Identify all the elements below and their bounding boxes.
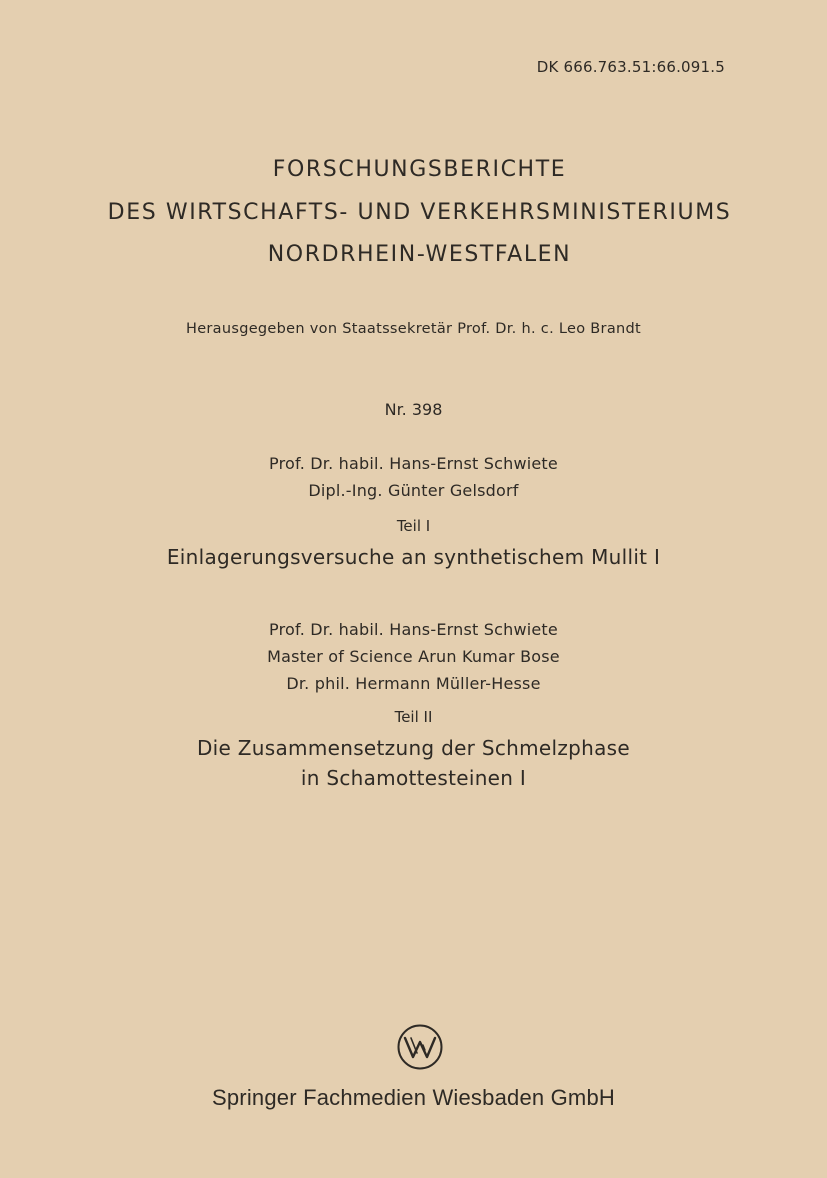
publisher-name: Springer Fachmedien Wiesbaden GmbH: [212, 1085, 615, 1110]
part2-title-line-2: in Schamottesteinen I: [300, 766, 527, 790]
part2-author-1: Prof. Dr. habil. Hans-Ernst Schwiete: [269, 620, 558, 639]
springer-logo-icon: [396, 1023, 444, 1071]
dk-classification: DK 666.763.51:66.091.5: [536, 58, 725, 76]
part1-label: Teil I: [396, 517, 431, 535]
editor-line: Herausgegeben von Staatssekretär Prof. Dr. h. c. Leo Brandt: [185, 321, 641, 337]
report-number: Nr. 398: [384, 400, 443, 419]
part1-title: Einlagerungsversuche an synthetischem Mullit I: [166, 545, 661, 569]
part2-title-line-1: Die Zusammensetzung der Schmelzphase: [196, 736, 631, 760]
part1-author-1: Prof. Dr. habil. Hans-Ernst Schwiete: [269, 454, 558, 473]
part2-author-2: Master of Science Arun Kumar Bose: [267, 647, 560, 666]
part2-label: Teil II: [394, 708, 433, 726]
series-title-line-2: DES WIRTSCHAFTS- UND VERKEHRSMINISTERIUMS: [107, 200, 732, 225]
series-title-line-3: NORDRHEIN-WESTFALEN: [267, 242, 572, 267]
series-title-line-1: FORSCHUNGSBERICHTE: [272, 157, 567, 182]
part2-author-3: Dr. phil. Hermann Müller-Hesse: [286, 674, 541, 693]
part1-author-2: Dipl.-Ing. Günter Gelsdorf: [308, 481, 519, 500]
